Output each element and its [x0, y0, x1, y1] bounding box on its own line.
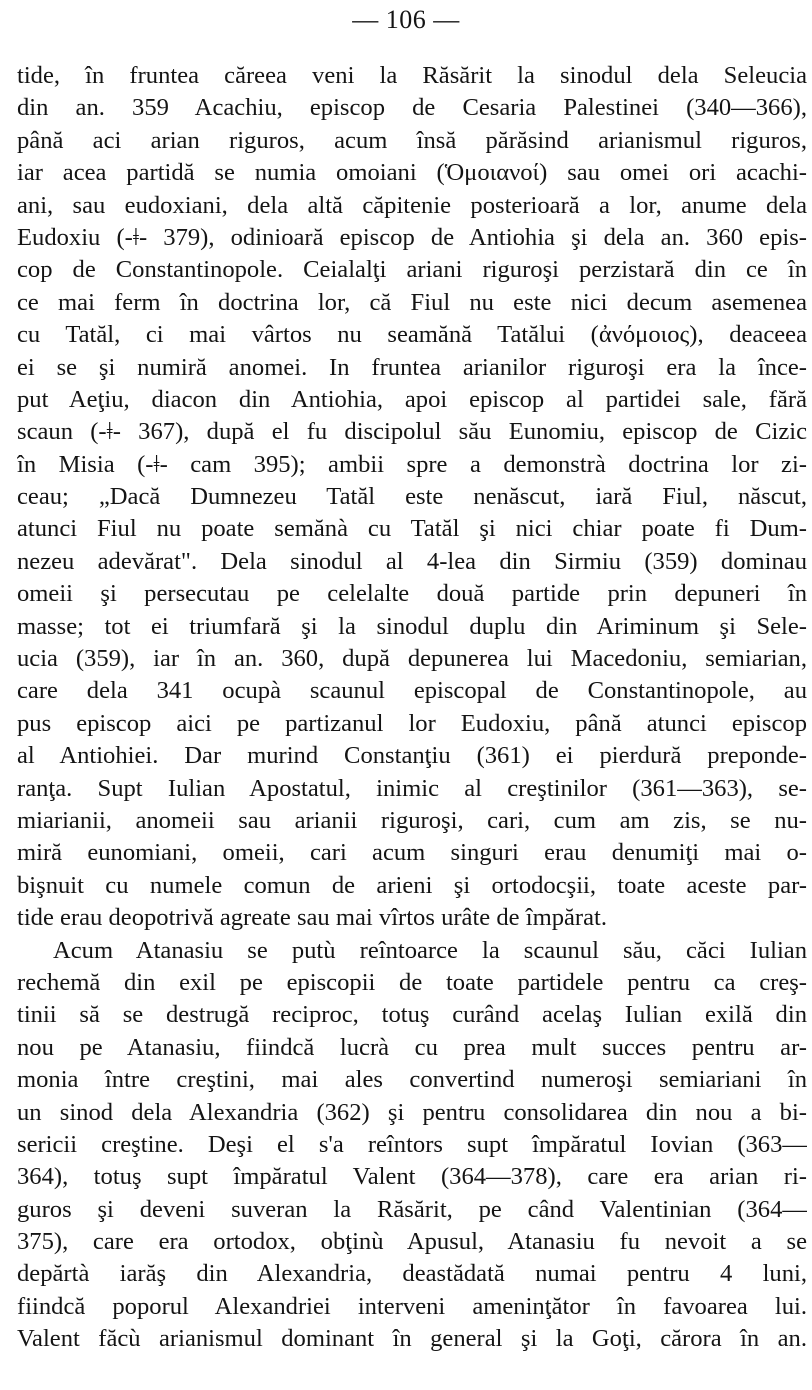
text-line: omeii şi persecutau pe celelalte două partide prin depuneri în [17, 580, 807, 608]
text-line: cu Tatăl, ci mai vârtos nu seamănă Tatălui (ἀνόμοιος), deaceea [17, 321, 807, 349]
text-line: Valent făcù arianismul dominant în general şi la Goţi, cărora în an. [17, 1325, 807, 1353]
text-line: al Antiohiei. Dar murind Constanţiu (361) ei pierdură preponde- [17, 742, 807, 770]
text-line: ranţa. Supt Iulian Apostatul, inimic al creştinilor (361—363), se- [17, 774, 807, 802]
text-line: put Aeţiu, diacon din Antiohia, apoi episcop al partidei sale, fără [17, 385, 807, 413]
text-line: tide, în fruntea căreea veni la Răsărit la sinodul dela Seleucia [17, 62, 807, 89]
page-number: — 106 — [352, 5, 460, 34]
text-line: ceau; „Dacă Dumnezeu Tatăl este nenăscut, iară Fiul, născut, [17, 483, 807, 511]
text-line: miarianii, anomeii sau arianii riguroşi, cari, cum am zis, se nu- [17, 806, 807, 834]
text-line: masse; tot ei triumfară şi la sinodul duplu din Ariminum şi Sele- [17, 612, 807, 640]
text-line: ani, sau eudoxiani, dela altă căpitenie posterioară a lor, anume dela [17, 191, 807, 219]
text-line: rechemă din exil pe episcopii de toate partidele pentru ca creş- [17, 968, 807, 996]
text-line: scaun (-ǂ- 367), după el fu discipolul său Eunomiu, episcop de Cizic [17, 418, 807, 446]
text-line: din an. 359 Acachiu, episcop de Cesaria Palestinei (340—366), [17, 94, 807, 122]
text-line: guros şi deveni suveran la Răsărit, pe când Valentinian (364— [17, 1195, 807, 1223]
text-line: tinii să se destrugă reciproc, totuş curând acelaş Iulian exilă din [17, 1001, 807, 1029]
text-line: nou pe Atanasiu, fiindcă lucrà cu prea mult succes pentru ar- [17, 1033, 807, 1061]
body-text [17, 60, 807, 1356]
text-line: tide erau deopotrivă agreate sau mai vîrtos urâte de împărat. [17, 904, 607, 932]
text-line: în Misia (-ǂ- cam 395); ambii spre a demonstrà doctrina lor zi- [17, 450, 807, 478]
text-line: care dela 341 ocupà scaunul episcopal de Constantinopole, au [17, 677, 807, 705]
text-line: depărtà iarăş din Alexandria, deastădată numai pentru 4 luni, [17, 1260, 807, 1288]
text-line: ucia (359), iar în an. 360, după depunerea lui Macedoniu, semiarian, [17, 645, 807, 673]
text-line: cop de Constantinopole. Ceialalţi ariani riguroşi perzistară din ce în [17, 256, 807, 284]
text-line: ei se şi numiră anomei. In fruntea arianilor riguroşi era la înce- [17, 353, 807, 381]
text-line: bişnuit cu numele comun de arieni şi ortodocşii, toate aceste par- [17, 871, 807, 899]
text-line: monia între creştini, mai ales convertind numeroşi semiariani în [17, 1066, 807, 1094]
text-line: miră eunomiani, omeii, cari acum singuri erau denumiţi mai o- [17, 839, 807, 867]
text-line: Eudoxiu (-ǂ- 379), odinioară episcop de Antiohia şi dela an. 360 epis- [17, 223, 807, 251]
text-line: 375), care era ortodox, obţinù Apusul, Atanasiu fu nevoit a se [17, 1228, 807, 1256]
text-line: până aci arian riguros, acum însă părăsind arianismul riguros, [17, 126, 807, 154]
text-line: ce mai ferm în doctrina lor, că Fiul nu este nici decum asemenea [17, 288, 807, 316]
text-line: Acum Atanasiu se putù reîntoarce la scaunul său, căci Iulian [53, 936, 807, 964]
text-line: fiindcă poporul Alexandriei interveni ameninţător în favoarea lui. [17, 1292, 807, 1320]
text-line: 364), totuş supt împăratul Valent (364—378), care era arian ri- [17, 1163, 807, 1191]
text-line: iar acea partidă se numia omoiani (Ὁμοιανοί) sau omei ori acachi- [17, 159, 807, 187]
text-line: sericii creştine. Deşi el s'a reîntors supt împăratul Iovian (363— [17, 1130, 807, 1158]
text-line: pus episcop aici pe partizanul lor Eudoxiu, până atunci episcop [17, 709, 807, 737]
paragraph-1 [17, 60, 807, 935]
text-line: un sinod dela Alexandria (362) şi pentru consolidarea din nou a bi- [17, 1098, 807, 1126]
paragraph-2 [17, 935, 807, 1356]
text-line: nezeu adevărat". Dela sinodul al 4-lea din Sirmiu (359) dominau [17, 547, 807, 575]
text-line: atunci Fiul nu poate semănà cu Tatăl şi nici chiar poate fi Dum- [17, 515, 807, 543]
